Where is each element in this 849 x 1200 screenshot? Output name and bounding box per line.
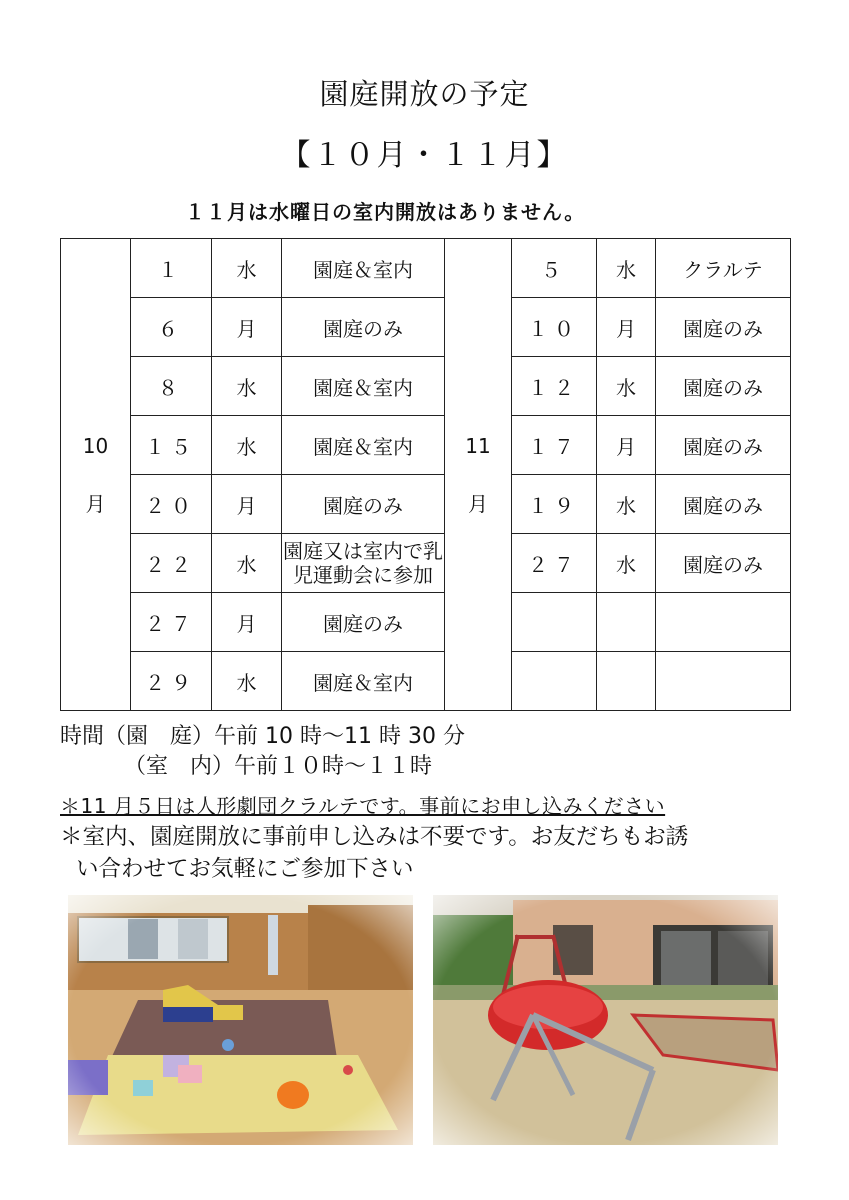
- wednesday-notice: １１月は水曜日の室内開放はありません。: [185, 200, 586, 224]
- schedule-row: [61, 357, 791, 416]
- november-weekday: 月: [597, 298, 656, 357]
- schedule-row: [61, 416, 791, 475]
- november-weekday: [597, 593, 656, 652]
- october-activity: 園庭のみ: [282, 475, 445, 534]
- november-day: １９: [512, 475, 597, 534]
- october-weekday: 月: [212, 593, 282, 652]
- registration-note-line1: ＊室内、園庭開放に事前申し込みは不要です。お友だちもお誘: [60, 824, 689, 850]
- october-weekday: 水: [212, 239, 282, 298]
- november-weekday: [597, 652, 656, 711]
- schedule-row: [61, 475, 791, 534]
- october-day: １: [131, 239, 212, 298]
- november-activity: 園庭のみ: [656, 357, 791, 416]
- schedule-row: [61, 593, 791, 652]
- november-activity: 園庭のみ: [656, 298, 791, 357]
- november-day: １０: [512, 298, 597, 357]
- october-weekday: 水: [212, 416, 282, 475]
- november-activity: 園庭のみ: [656, 416, 791, 475]
- november-weekday: 水: [597, 239, 656, 298]
- opening-hours: [60, 722, 465, 782]
- page-subtitle: 【１０月・１１月】: [280, 138, 569, 173]
- registration-note-line2: い合わせてお気軽にご参加下さい: [76, 856, 414, 882]
- october-day: ２７: [131, 593, 212, 652]
- schedule-row: [61, 298, 791, 357]
- november-day: ５: [512, 239, 597, 298]
- october-day: ６: [131, 298, 212, 357]
- october-activity: 園庭＆室内: [282, 357, 445, 416]
- november-activity: [656, 652, 791, 711]
- indoor-playroom-photo: [68, 895, 413, 1145]
- october-weekday: 水: [212, 534, 282, 593]
- november-activity: クラルテ: [656, 239, 791, 298]
- october-weekday: 水: [212, 652, 282, 711]
- october-day: ２２: [131, 534, 212, 593]
- october-day: １５: [131, 416, 212, 475]
- garden-playground-photo: [433, 895, 778, 1145]
- indoor-hours: （室 内）午前１０時～１１時: [124, 754, 433, 779]
- october-day: ２９: [131, 652, 212, 711]
- november-day: ２７: [512, 534, 597, 593]
- page-title: 園庭開放の予定: [319, 77, 530, 111]
- november-month-label: 11 月: [445, 239, 512, 711]
- november-weekday: 水: [597, 357, 656, 416]
- november-day: １２: [512, 357, 597, 416]
- schedule-table: [60, 238, 791, 711]
- november-day: [512, 593, 597, 652]
- october-month-label: 10 月: [61, 239, 131, 711]
- november-day: [512, 652, 597, 711]
- november-weekday: 水: [597, 475, 656, 534]
- october-weekday: 水: [212, 357, 282, 416]
- november-weekday: 月: [597, 416, 656, 475]
- schedule-row: [61, 652, 791, 711]
- october-activity: 園庭のみ: [282, 593, 445, 652]
- october-day: ２０: [131, 475, 212, 534]
- october-weekday: 月: [212, 475, 282, 534]
- october-weekday: 月: [212, 298, 282, 357]
- october-activity: 園庭＆室内: [282, 416, 445, 475]
- november-weekday: 水: [597, 534, 656, 593]
- october-activity: 園庭＆室内: [282, 239, 445, 298]
- october-activity: 園庭のみ: [282, 298, 445, 357]
- october-activity: 園庭＆室内: [282, 652, 445, 711]
- registration-note: [60, 821, 830, 885]
- garden-hours: 時間（園 庭）午前 10 時～11 時 30 分: [60, 724, 465, 749]
- november-activity: 園庭のみ: [656, 475, 791, 534]
- puppet-theater-note: ＊11 月５日は人形劇団クラルテです。事前にお申し込みください: [60, 794, 666, 818]
- november-activity: [656, 593, 791, 652]
- schedule-row: [61, 239, 791, 298]
- october-day: ８: [131, 357, 212, 416]
- schedule-row: [61, 534, 791, 593]
- november-activity: 園庭のみ: [656, 534, 791, 593]
- october-activity: 園庭又は室内で乳 児運動会に参加: [282, 534, 445, 593]
- november-day: １７: [512, 416, 597, 475]
